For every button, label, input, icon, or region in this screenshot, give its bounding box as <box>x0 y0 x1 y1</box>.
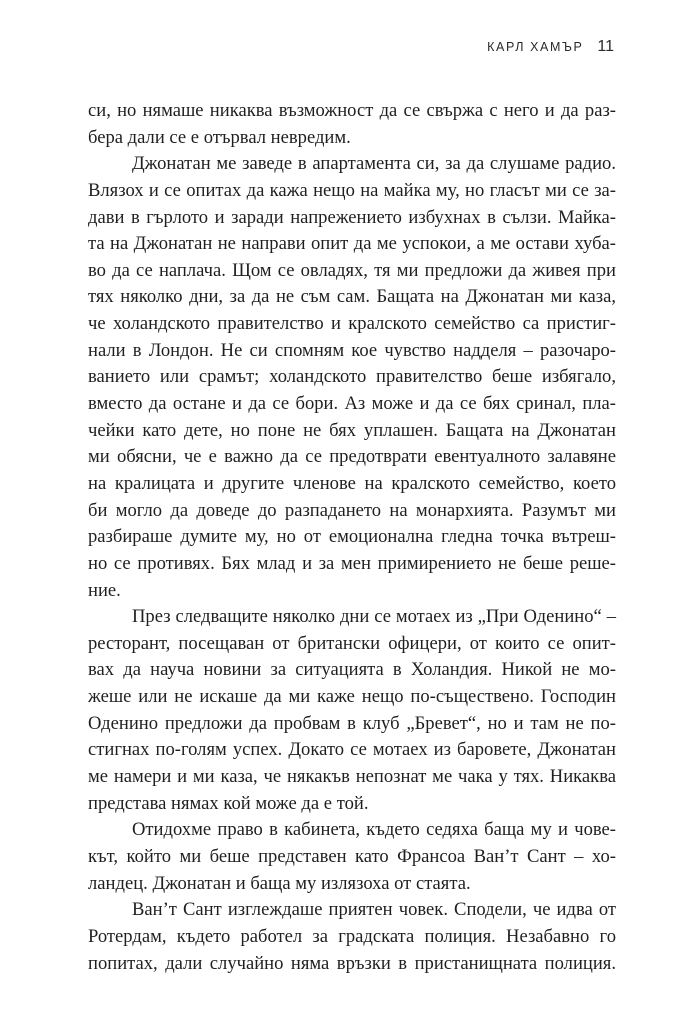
text-line: ресторант, посещаван от британски офицери, от които се опит- <box>88 632 616 654</box>
text-line: жеше или не искаше да ми каже нещо по-съществено. Господин <box>88 686 616 708</box>
text-line: Оденино предложи да пробвам в клуб „Бревет“, но и там не по- <box>88 712 616 734</box>
running-header <box>487 38 614 56</box>
author-name: КАРЛ ХАМЪР <box>487 40 584 54</box>
text-line: та на Джонатан не направи опит да ме успокои, а ме остави хуба- <box>88 233 616 255</box>
text-line: кът, който ми беше представен като Франсоа Ван’т Сант – хо- <box>88 845 616 867</box>
body-text <box>88 98 616 977</box>
text-line: Ван’т Сант изглеждаше приятен човек. Сподели, че идва от <box>132 899 616 921</box>
text-line: бера дали се е отървал невредим. <box>88 126 351 148</box>
text-line: че холандското правителство и кралското семейство са пристиг- <box>88 313 616 335</box>
text-line: ванието или срамът; холандското правителство беше избягало, <box>88 366 616 388</box>
text-line: во да се наплача. Щом се овладях, тя ми предложи да живея при <box>88 259 616 281</box>
text-line: тях няколко дни, за да не съм сам. Бащата на Джонатан ми каза, <box>88 286 616 308</box>
text-line: ми обясни, че е важно да се предотврати евентуалното залавяне <box>88 446 616 468</box>
text-line: разбираше думите му, но от емоционална гледна точка вътреш- <box>88 526 616 548</box>
text-line: си, но нямаше никаква възможност да се свържа с него и да раз- <box>88 100 616 121</box>
text-line: нали в Лондон. Не си спомням кое чувство надделя – разочаро- <box>88 339 616 361</box>
text-line: чейки като дете, но поне не бях уплашен. Бащата на Джонатан <box>88 419 616 441</box>
text-line: Ротердам, където работел за градската полиция. Незабавно го <box>88 925 616 947</box>
text-line: Джонатан ме заведе в апартамента си, за да слушаме радио. <box>132 153 616 175</box>
text-line: Отидохме право в кабинета, където седяха баща му и чове- <box>132 819 616 841</box>
text-line: вах да науча новини за ситуацията в Холандия. Никой не мо- <box>88 659 616 681</box>
text-line: представа нямах кой може да е той. <box>88 792 369 814</box>
text-line: на кралицата и другите членове на кралското семейство, което <box>88 472 616 494</box>
text-line: вместо да остане и да се бори. Аз може и да се бях сринал, пла- <box>88 393 616 415</box>
text-line: стигнах по-голям успех. Докато се мотаех из баровете, Джонатан <box>88 739 616 761</box>
text-line: дави в гърлото и заради напрежението избухнах в сълзи. Майка- <box>88 206 616 228</box>
text-line: би могло да доведе до разпадането на монархията. Разумът ми <box>88 499 616 521</box>
text-line: Влязох и се опитах да кажа нещо на майка му, но гласът ми се за- <box>88 179 616 201</box>
text-line: попитах, дали случайно няма връзки в пристанищната полиция. <box>88 952 616 974</box>
text-line: ние. <box>88 579 121 601</box>
text-line: ландец. Джонатан и баща му излязоха от стаята. <box>88 872 471 894</box>
text-line: но се противях. Бях млад и за мен примирението не беше реше- <box>88 552 616 574</box>
text-line: ме намери и ми каза, че някакъв непознат ме чака у тях. Никаква <box>88 766 616 788</box>
page-number: 11 <box>597 38 614 55</box>
text-line: През следващите няколко дни се мотаех из „При Оденино“ – <box>132 606 616 628</box>
